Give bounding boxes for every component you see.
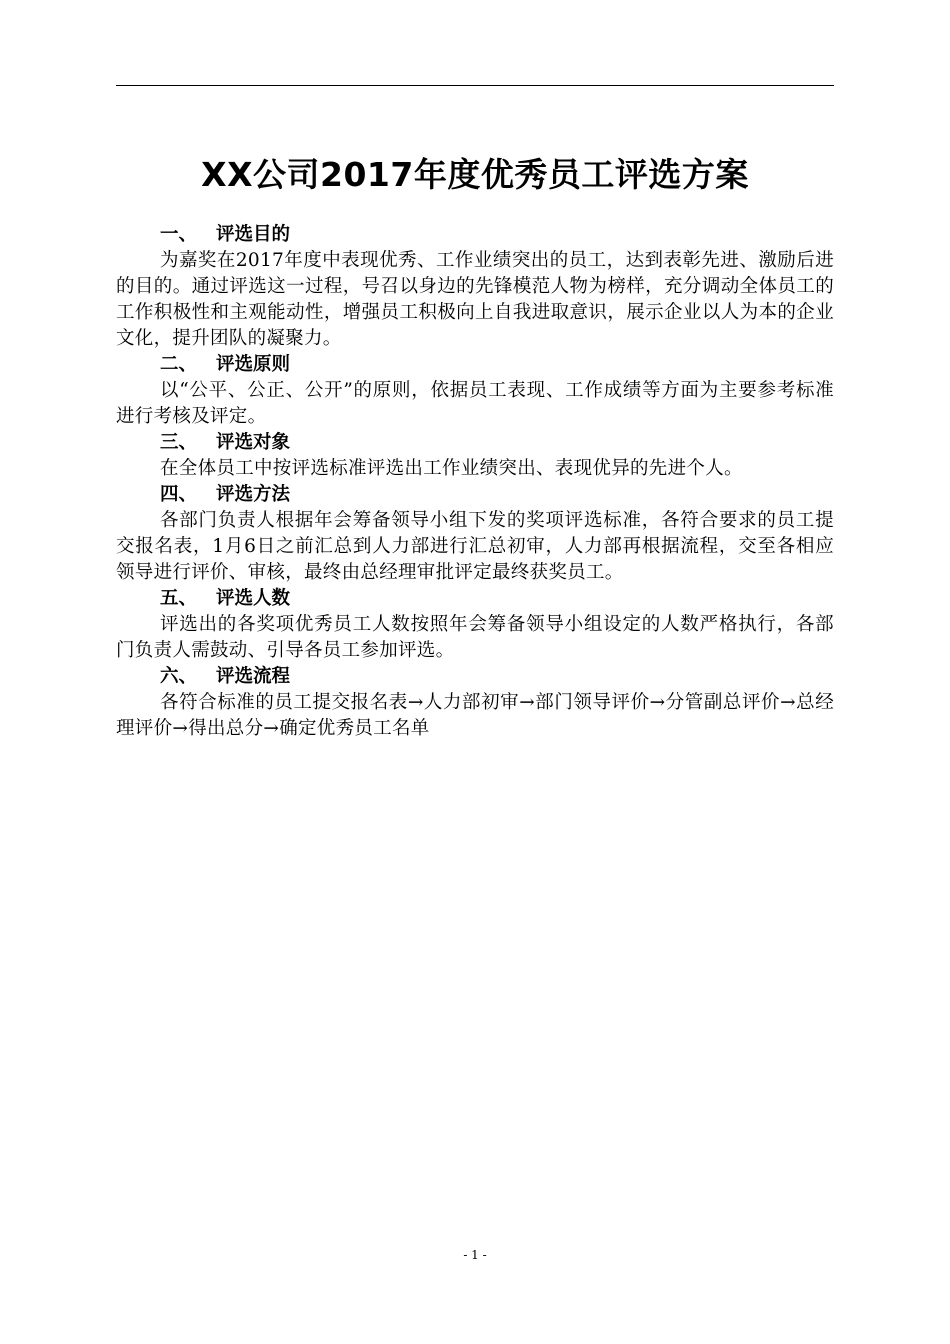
section-number: 六、 bbox=[160, 666, 198, 687]
section-heading bbox=[116, 222, 834, 248]
section-purpose bbox=[116, 222, 834, 352]
section-number: 四、 bbox=[160, 484, 198, 505]
section-title: 评选人数 bbox=[216, 588, 291, 609]
section-paragraph: 各部门负责人根据年会筹备领导小组下发的奖项评选标准，各符合要求的员工提交报名表，1月6日之前汇总到人力部进行汇总初审，人力部再根据流程，交至各相应领导进行评价、审核，最终由总经理审批评定最终获奖员工。 bbox=[116, 510, 834, 583]
section-principle bbox=[116, 352, 834, 430]
section-paragraph: 评选出的各奖项优秀员工人数按照年会筹备领导小组设定的人数严格执行，各部门负责人需鼓动、引导各员工参加评选。 bbox=[116, 614, 834, 661]
section-title: 评选原则 bbox=[216, 354, 291, 375]
section-heading bbox=[116, 430, 834, 456]
section-heading bbox=[116, 482, 834, 508]
section-number: 二、 bbox=[160, 354, 198, 375]
section-heading bbox=[116, 352, 834, 378]
document-body bbox=[116, 222, 834, 742]
section-quota bbox=[116, 586, 834, 664]
section-title: 评选对象 bbox=[216, 432, 291, 453]
document-title: XX公司2017年度优秀员工评选方案 bbox=[201, 155, 749, 194]
section-title: 评选流程 bbox=[216, 666, 291, 687]
section-heading bbox=[116, 664, 834, 690]
section-target bbox=[116, 430, 834, 482]
section-number: 三、 bbox=[160, 432, 198, 453]
section-paragraph: 在全体员工中按评选标准评选出工作业绩突出、表现优异的先进个人。 bbox=[160, 458, 743, 479]
section-title: 评选方法 bbox=[216, 484, 291, 505]
section-paragraph: 为嘉奖在2017年度中表现优秀、工作业绩突出的员工，达到表彰先进、激励后进的目的。通过评选这一过程，号召以身边的先锋模范人物为榜样，充分调动全体员工的工作积极性和主观能动性，增强员工积极向上自我进取意识，展示企业以人为本的企业文化，提升团队的凝聚力。 bbox=[116, 250, 834, 349]
section-title: 评选目的 bbox=[216, 224, 291, 245]
header-rule bbox=[116, 85, 834, 86]
section-heading bbox=[116, 586, 834, 612]
section-paragraph: 以“公平、公正、公开”的原则，依据员工表现、工作成绩等方面为主要参考标准进行考核及评定。 bbox=[116, 380, 834, 427]
section-paragraph: 各符合标准的员工提交报名表→人力部初审→部门领导评价→分管副总评价→总经理评价→得出总分→确定优秀员工名单 bbox=[116, 692, 834, 739]
section-number: 一、 bbox=[160, 224, 198, 245]
section-number: 五、 bbox=[160, 588, 198, 609]
section-method bbox=[116, 482, 834, 586]
section-process bbox=[116, 664, 834, 742]
page-number: - 1 - bbox=[463, 1248, 487, 1262]
